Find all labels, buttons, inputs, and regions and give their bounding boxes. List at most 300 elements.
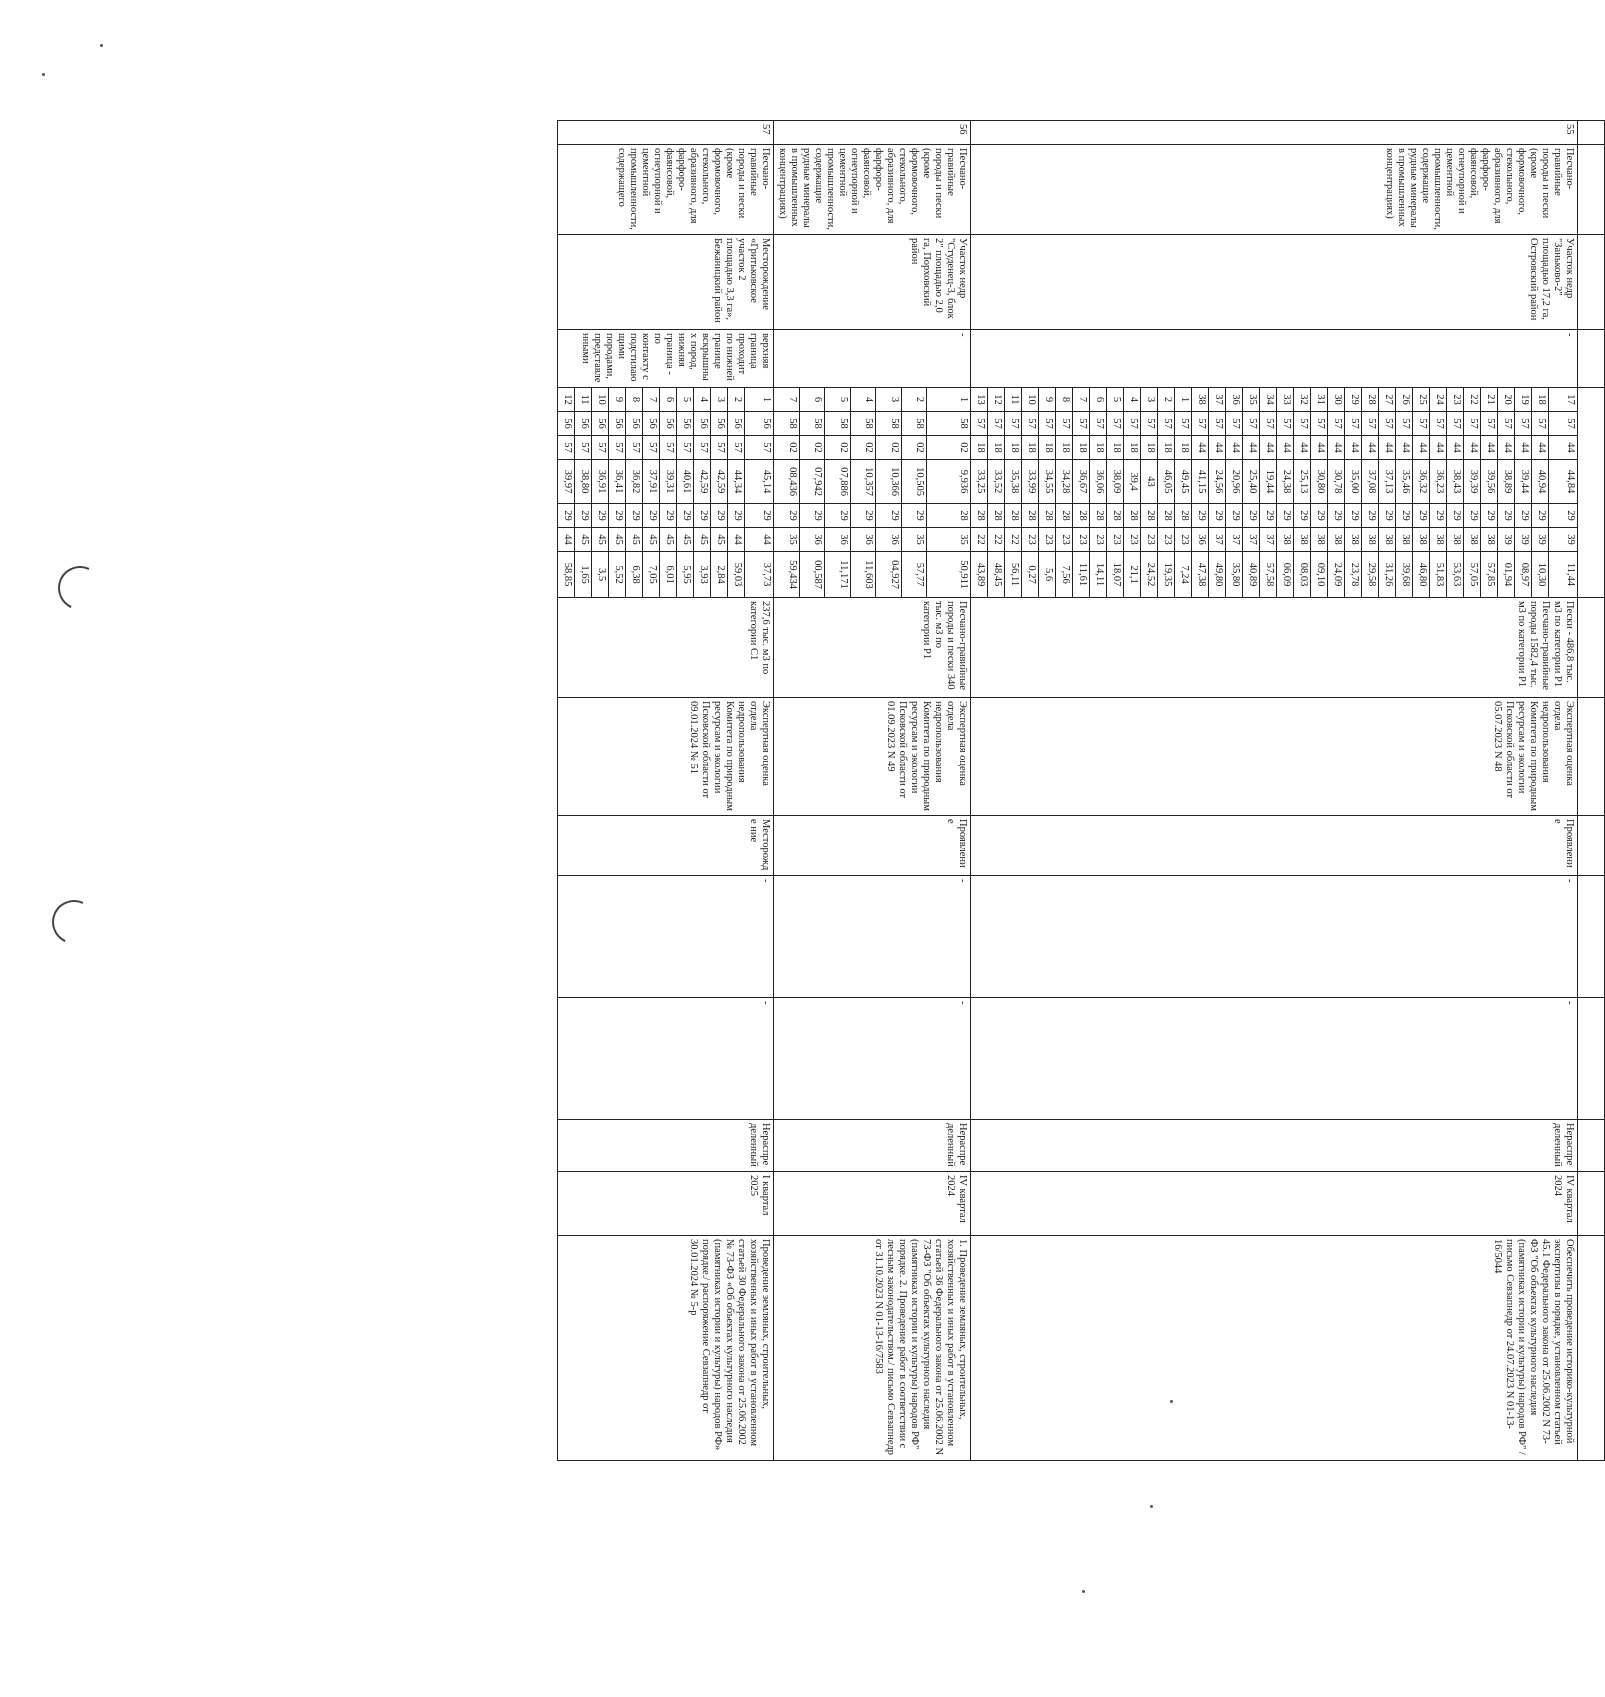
lat-min: 57: [626, 436, 643, 460]
lat-min: 44: [1379, 436, 1396, 460]
lat-sec: 41,15: [1192, 460, 1209, 504]
lon-deg: 29: [1447, 504, 1464, 528]
point-number: 1: [1175, 388, 1192, 412]
point-number: 37: [1209, 388, 1226, 412]
lon-deg: 29: [609, 504, 626, 528]
lon-sec: 23,78: [1345, 552, 1362, 598]
lat-deg: 56: [575, 412, 592, 436]
lat-min: 18: [1158, 436, 1175, 460]
point-number: 6: [660, 388, 677, 412]
lat-deg: 58: [850, 412, 876, 436]
lat-deg: 57: [1243, 412, 1260, 436]
extra-cell-2: -: [774, 998, 971, 1120]
lon-deg: 29: [1498, 504, 1515, 528]
lat-min: 44: [1447, 436, 1464, 460]
point-number: 27: [1379, 388, 1396, 412]
lon-sec: 3,93: [694, 552, 711, 598]
lon-sec: 08,97: [1515, 552, 1532, 598]
lat-min: 18: [1056, 436, 1073, 460]
lat-sec: 39,4: [1124, 460, 1141, 504]
lat-min: 44: [1464, 436, 1481, 460]
lat-deg: 57: [1549, 412, 1578, 436]
point-number: 18: [1532, 388, 1549, 412]
lat-deg: 58: [774, 412, 800, 436]
lat-deg: 57: [971, 412, 988, 436]
point-number: 1: [927, 388, 971, 412]
lon-sec: 11,44: [1549, 552, 1578, 598]
extra-cell-2: -: [971, 998, 1578, 1120]
lat-deg: 57: [1192, 412, 1209, 436]
lat-min: 44: [1515, 436, 1532, 460]
point-number: 22: [1464, 388, 1481, 412]
lat-deg: 57: [1039, 412, 1056, 436]
scan-speck: [1170, 1400, 1173, 1403]
lon-sec: 47,38: [1192, 552, 1209, 598]
point-number: 17: [1549, 388, 1578, 412]
point-number: 3: [876, 388, 902, 412]
lon-deg: 29: [1311, 504, 1328, 528]
mineral-cell: Песчано-гравийные породы и пески (кроме формовочного, стекольного, абразивного, для фарфоро-фаянсовой, огнеупорной и цементной промышленности, содержащие рудные минералы в промышленных концентрациях): [774, 145, 971, 235]
lat-deg: 58: [901, 412, 927, 436]
point-number: 6: [799, 388, 825, 412]
lon-min: 36: [799, 528, 825, 552]
lat-min: 57: [575, 436, 592, 460]
reserves-cell: Пески - 486,8 тыс. м3 по категории Р1 Песчано-гравийные породы 1582,4 тыс. м3 по категории Р1: [971, 598, 1578, 698]
lon-min: 37: [1243, 528, 1260, 552]
lat-min: 18: [1141, 436, 1158, 460]
lat-min: 44: [1226, 436, 1243, 460]
point-number: 9: [609, 388, 626, 412]
lat-sec: 10,357: [850, 460, 876, 504]
lat-deg: 56: [660, 412, 677, 436]
point-number: 31: [1311, 388, 1328, 412]
lat-deg: 57: [1277, 412, 1294, 436]
row-number: 55: [971, 121, 1578, 145]
point-number: 19: [1515, 388, 1532, 412]
lat-sec: 36,06: [1090, 460, 1107, 504]
lat-deg: 58: [927, 412, 971, 436]
row-number: 56: [774, 121, 971, 145]
lat-sec: 36,82: [626, 460, 643, 504]
lat-sec: 40,94: [1532, 460, 1549, 504]
empty-cell: [1578, 235, 1605, 330]
lat-sec: 9,936: [927, 460, 971, 504]
lon-sec: 51,83: [1430, 552, 1447, 598]
point-number: 11: [1005, 388, 1022, 412]
lat-sec: 40,61: [677, 460, 694, 504]
point-number: 3: [1141, 388, 1158, 412]
lat-deg: 57: [1260, 412, 1277, 436]
lat-sec: 45,14: [745, 460, 774, 504]
point-number: 8: [1056, 388, 1073, 412]
lon-sec: 08,03: [1294, 552, 1311, 598]
lat-sec: 42,59: [694, 460, 711, 504]
lat-min: 44: [1396, 436, 1413, 460]
lon-sec: 01,94: [1498, 552, 1515, 598]
lat-deg: 57: [1515, 412, 1532, 436]
lon-sec: 57,05: [1464, 552, 1481, 598]
lat-min: 57: [609, 436, 626, 460]
category-cell: Месторожде ние: [558, 816, 774, 876]
lat-min: 18: [971, 436, 988, 460]
lat-deg: 57: [1379, 412, 1396, 436]
lat-deg: 56: [643, 412, 660, 436]
lon-min: 38: [1481, 528, 1498, 552]
empty-cell: [1578, 1172, 1605, 1236]
lat-deg: 57: [1056, 412, 1073, 436]
point-number: 11: [575, 388, 592, 412]
lon-min: 45: [660, 528, 677, 552]
lon-min: 45: [677, 528, 694, 552]
lat-sec: 38,09: [1107, 460, 1124, 504]
lat-deg: 57: [1022, 412, 1039, 436]
lon-min: 38: [1430, 528, 1447, 552]
lat-sec: 25,40: [1243, 460, 1260, 504]
lon-deg: 29: [774, 504, 800, 528]
lat-deg: 58: [799, 412, 825, 436]
point-number: 30: [1328, 388, 1345, 412]
lon-deg: 29: [1277, 504, 1294, 528]
lon-min: 38: [1277, 528, 1294, 552]
lat-deg: 57: [988, 412, 1005, 436]
boundary-cell: -: [774, 330, 971, 388]
point-number: 5: [677, 388, 694, 412]
lon-sec: 49,80: [1209, 552, 1226, 598]
lon-sec: 39,68: [1396, 552, 1413, 598]
lat-deg: 56: [677, 412, 694, 436]
category-cell: Проявление: [971, 816, 1578, 876]
lon-sec: 2,84: [711, 552, 728, 598]
point-number: 2: [901, 388, 927, 412]
lat-min: 18: [1022, 436, 1039, 460]
lat-sec: 39,97: [558, 460, 575, 504]
point-number: 3: [711, 388, 728, 412]
lon-sec: 5,95: [677, 552, 694, 598]
lat-deg: 57: [1311, 412, 1328, 436]
lon-sec: 11,603: [850, 552, 876, 598]
lat-deg: 57: [1481, 412, 1498, 436]
lat-sec: 39,31: [660, 460, 677, 504]
lat-min: 57: [745, 436, 774, 460]
lon-min: 23: [1039, 528, 1056, 552]
mineral-cell: Песчано-гравийные породы и пески (кроме формовочного, стекольного, абразивного, для фарфоро-фаянсовой, огнеупорной и цементной промышленности, содержащие рудные минералы в промышленных концентрациях): [971, 145, 1578, 235]
lat-sec: 38,43: [1447, 460, 1464, 504]
lat-sec: 25,13: [1294, 460, 1311, 504]
lat-deg: 57: [1073, 412, 1090, 436]
lon-deg: 29: [1413, 504, 1430, 528]
extra-cell-2: -: [558, 998, 774, 1120]
lat-deg: 57: [1141, 412, 1158, 436]
lon-sec: 56,11: [1005, 552, 1022, 598]
lon-sec: 3,5: [592, 552, 609, 598]
lon-min: 44: [728, 528, 745, 552]
lon-min: 38: [1464, 528, 1481, 552]
lat-min: 18: [1124, 436, 1141, 460]
lat-sec: 30,80: [1311, 460, 1328, 504]
lon-deg: 28: [1005, 504, 1022, 528]
lon-min: 44: [558, 528, 575, 552]
lat-min: 44: [1498, 436, 1515, 460]
lon-deg: 28: [1141, 504, 1158, 528]
lon-deg: 29: [799, 504, 825, 528]
lon-min: 23: [1022, 528, 1039, 552]
lon-min: 35: [774, 528, 800, 552]
lon-deg: 28: [1124, 504, 1141, 528]
lon-deg: 28: [927, 504, 971, 528]
point-number: 2: [1158, 388, 1175, 412]
lat-sec: 19,44: [1260, 460, 1277, 504]
lat-sec: 07,942: [799, 460, 825, 504]
point-number: 10: [592, 388, 609, 412]
lon-deg: 29: [1260, 504, 1277, 528]
lat-min: 44: [1532, 436, 1549, 460]
table-row: [1549, 121, 1578, 1461]
lon-deg: 29: [1243, 504, 1260, 528]
lat-min: 18: [1039, 436, 1056, 460]
lon-sec: 19,35: [1158, 552, 1175, 598]
lat-sec: 36,32: [1413, 460, 1430, 504]
point-number: 1: [745, 388, 774, 412]
lon-min: 38: [1328, 528, 1345, 552]
lon-deg: 28: [1022, 504, 1039, 528]
lon-deg: 28: [1073, 504, 1090, 528]
lat-deg: 58: [825, 412, 851, 436]
empty-cell: [1578, 330, 1605, 388]
lon-deg: 28: [1175, 504, 1192, 528]
lat-sec: 35,38: [1005, 460, 1022, 504]
lat-min: 44: [1413, 436, 1430, 460]
lon-sec: 31,26: [1379, 552, 1396, 598]
lon-sec: 5,52: [609, 552, 626, 598]
lon-deg: 28: [1039, 504, 1056, 528]
lat-min: 44: [1430, 436, 1447, 460]
lon-min: 39: [1498, 528, 1515, 552]
lon-deg: 29: [876, 504, 902, 528]
lon-sec: 24,09: [1328, 552, 1345, 598]
point-number: 13: [971, 388, 988, 412]
lat-sec: 33,99: [1022, 460, 1039, 504]
lat-sec: 44,84: [1549, 460, 1578, 504]
point-number: 7: [1073, 388, 1090, 412]
lon-min: 45: [575, 528, 592, 552]
empty-cell: [1578, 1120, 1605, 1172]
lon-min: 36: [850, 528, 876, 552]
lon-deg: 28: [1107, 504, 1124, 528]
lat-sec: 36,23: [1430, 460, 1447, 504]
point-number: 29: [1345, 388, 1362, 412]
point-number: 38: [1192, 388, 1209, 412]
lat-min: 18: [1073, 436, 1090, 460]
lon-min: 23: [1141, 528, 1158, 552]
lon-sec: 7,24: [1175, 552, 1192, 598]
lon-sec: 29,58: [1362, 552, 1379, 598]
lat-min: 57: [592, 436, 609, 460]
lat-deg: 57: [1226, 412, 1243, 436]
lat-sec: 36,41: [609, 460, 626, 504]
lat-deg: 58: [876, 412, 902, 436]
lat-sec: 39,56: [1481, 460, 1498, 504]
table-top-row: [1578, 121, 1605, 1461]
lon-min: 39: [1549, 528, 1578, 552]
lon-sec: 53,63: [1447, 552, 1464, 598]
boundary-cell: верхняя граница проходит по нижней границе вскрышных пород, нижняя граница - по контакту с подстилающими породами, представленными: [558, 330, 774, 388]
lon-deg: 29: [745, 504, 774, 528]
lat-sec: 49,45: [1175, 460, 1192, 504]
lat-sec: 46,05: [1158, 460, 1175, 504]
period-cell: I квартал 2025: [558, 1172, 774, 1236]
scan-artifact-arc: [46, 894, 102, 950]
lat-min: 18: [988, 436, 1005, 460]
lat-min: 18: [1107, 436, 1124, 460]
scan-speck: [1150, 1505, 1153, 1508]
measures-cell: Обеспечить проведение историко-культурной экспертизы в порядке, установленном статьей 45.1 Федерального закона от 25.06.2002 N 73-ФЗ "Об объектах культурного наследия (памятниках истории и культуры) народов РФ" / письмо Севзапнедр от 24.07.2023 N 01-13-16/5044: [971, 1236, 1578, 1461]
lat-deg: 57: [1498, 412, 1515, 436]
lon-deg: 29: [1379, 504, 1396, 528]
lat-sec: 33,25: [971, 460, 988, 504]
point-number: 24: [1430, 388, 1447, 412]
lon-deg: 29: [677, 504, 694, 528]
point-number: 9: [1039, 388, 1056, 412]
point-number: 4: [1124, 388, 1141, 412]
lat-min: 44: [1328, 436, 1345, 460]
boundary-cell: -: [971, 330, 1578, 388]
empty-cell: [1578, 816, 1605, 876]
lon-min: 23: [1090, 528, 1107, 552]
lat-deg: 57: [1328, 412, 1345, 436]
lat-deg: 56: [728, 412, 745, 436]
lon-min: 22: [988, 528, 1005, 552]
extra-cell-1: -: [558, 876, 774, 998]
lon-min: 37: [1209, 528, 1226, 552]
lon-deg: 29: [1430, 504, 1447, 528]
reserves-cell: 237,6 тыс. м3 по категории С1: [558, 598, 774, 698]
lon-sec: 7,56: [1056, 552, 1073, 598]
lat-min: 44: [1209, 436, 1226, 460]
lon-min: 45: [626, 528, 643, 552]
lat-min: 57: [677, 436, 694, 460]
lat-min: 02: [825, 436, 851, 460]
lat-sec: 43: [1141, 460, 1158, 504]
lon-deg: 29: [1209, 504, 1226, 528]
lat-deg: 57: [1005, 412, 1022, 436]
lon-sec: 59,03: [728, 552, 745, 598]
lat-sec: 37,91: [643, 460, 660, 504]
lat-min: 57: [711, 436, 728, 460]
lon-deg: 29: [1515, 504, 1532, 528]
lon-deg: 29: [1464, 504, 1481, 528]
lat-deg: 56: [609, 412, 626, 436]
point-number: 5: [825, 388, 851, 412]
measures-cell: 1. Проведение земляных, строительных, хозяйственных и иных работ в установленном статьей 36 Федерального закона от 25.06.2002 N 73-ФЗ "Об объектах культурного наследия (памятниках истории и культуры) народов РФ" порядке. 2. Проведение работ в соответствии с лесным законодательством./ письмо Севзапнедр от 31.10.2023 N 01-13-16/7583: [774, 1236, 971, 1461]
site-cell: Месторождение «Гритьковское участок 2 площадью 3,3 га», Бежаницкий район: [558, 235, 774, 330]
expert-assessment-cell: Экспертная оценка отдела недропользования Комитета по природным ресурсам и экологии Псковской области от 09.01.2024 № 51: [558, 698, 774, 816]
site-cell: Участок недр "Заньково-2" площадью 17,2 га, Островский район: [971, 235, 1578, 330]
lat-sec: 34,55: [1039, 460, 1056, 504]
lon-sec: 50,911: [927, 552, 971, 598]
lat-min: 44: [1243, 436, 1260, 460]
measures-cell: Проведение земляных, строительных, хозяйственных и иных работ в установленном статьей 30 Федерального закона от 25.06.2002 № 73-ФЗ «Об объектах культурного наследия (памятниках истории и культуры) народов РФ» порядке./ распоряжение Севзапнедр от 30.01.2024 № 5-р: [558, 1236, 774, 1461]
lat-sec: 30,78: [1328, 460, 1345, 504]
lon-sec: 5,6: [1039, 552, 1056, 598]
lon-sec: 06,09: [1277, 552, 1294, 598]
lon-min: 22: [971, 528, 988, 552]
lon-sec: 14,11: [1090, 552, 1107, 598]
lon-deg: 29: [1192, 504, 1209, 528]
lon-min: 22: [1005, 528, 1022, 552]
lon-deg: 29: [1396, 504, 1413, 528]
lon-min: 36: [825, 528, 851, 552]
scan-artifact-arc: [52, 560, 108, 616]
lat-deg: 57: [1175, 412, 1192, 436]
point-number: 32: [1294, 388, 1311, 412]
lon-sec: 24,52: [1141, 552, 1158, 598]
lon-min: 39: [1515, 528, 1532, 552]
point-number: 28: [1362, 388, 1379, 412]
point-number: 4: [694, 388, 711, 412]
lon-sec: 1,65: [575, 552, 592, 598]
extra-cell-1: -: [971, 876, 1578, 998]
table-body: [558, 121, 1605, 1461]
lat-sec: 24,56: [1209, 460, 1226, 504]
lat-min: 02: [901, 436, 927, 460]
lon-deg: 29: [825, 504, 851, 528]
empty-cell: [1578, 1236, 1605, 1461]
lat-min: 02: [850, 436, 876, 460]
lat-sec: 38,89: [1498, 460, 1515, 504]
lat-deg: 56: [745, 412, 774, 436]
lat-deg: 57: [1464, 412, 1481, 436]
lon-sec: 46,80: [1413, 552, 1430, 598]
period-cell: IV квартал 2024: [774, 1172, 971, 1236]
point-number: 7: [774, 388, 800, 412]
lon-sec: 57,77: [901, 552, 927, 598]
site-cell: Участок недр "Студенец-3, блок 2" площадью 2,0 га, Порховский район: [774, 235, 971, 330]
table-row: [745, 121, 774, 1461]
empty-cell: [1578, 998, 1605, 1120]
lon-min: 45: [694, 528, 711, 552]
lat-sec: 39,39: [1464, 460, 1481, 504]
rotated-landscape-table: [562, 120, 1605, 1460]
lat-sec: 38,80: [575, 460, 592, 504]
lat-sec: 08,436: [774, 460, 800, 504]
lon-min: 38: [1379, 528, 1396, 552]
extra-cell-1: -: [774, 876, 971, 998]
lat-sec: 34,28: [1056, 460, 1073, 504]
period-cell: IV квартал 2024: [971, 1172, 1578, 1236]
lon-deg: 29: [592, 504, 609, 528]
empty-cell: [1578, 876, 1605, 998]
lon-deg: 29: [1345, 504, 1362, 528]
lat-min: 02: [774, 436, 800, 460]
lat-min: 18: [1175, 436, 1192, 460]
lon-deg: 29: [575, 504, 592, 528]
lon-sec: 59,434: [774, 552, 800, 598]
status-cell: Нераспре деленный: [774, 1120, 971, 1172]
lon-sec: 0,27: [1022, 552, 1039, 598]
lat-deg: 57: [1430, 412, 1447, 436]
mineral-cell: Песчано-гравийные породы и пески (кроме формовочного, стекольного, абразивного, для фарфоро-фаянсовой, огнеупорной и цементной промышленности, содержащего: [558, 145, 774, 235]
point-number: 21: [1481, 388, 1498, 412]
empty-cell: [1578, 121, 1605, 145]
lat-sec: 35,00: [1345, 460, 1362, 504]
lat-deg: 57: [1447, 412, 1464, 436]
lon-min: 38: [1413, 528, 1430, 552]
lon-deg: 29: [1549, 504, 1578, 528]
lon-sec: 35,80: [1226, 552, 1243, 598]
lat-sec: 37,13: [1379, 460, 1396, 504]
lon-min: 38: [1294, 528, 1311, 552]
lat-deg: 57: [1124, 412, 1141, 436]
